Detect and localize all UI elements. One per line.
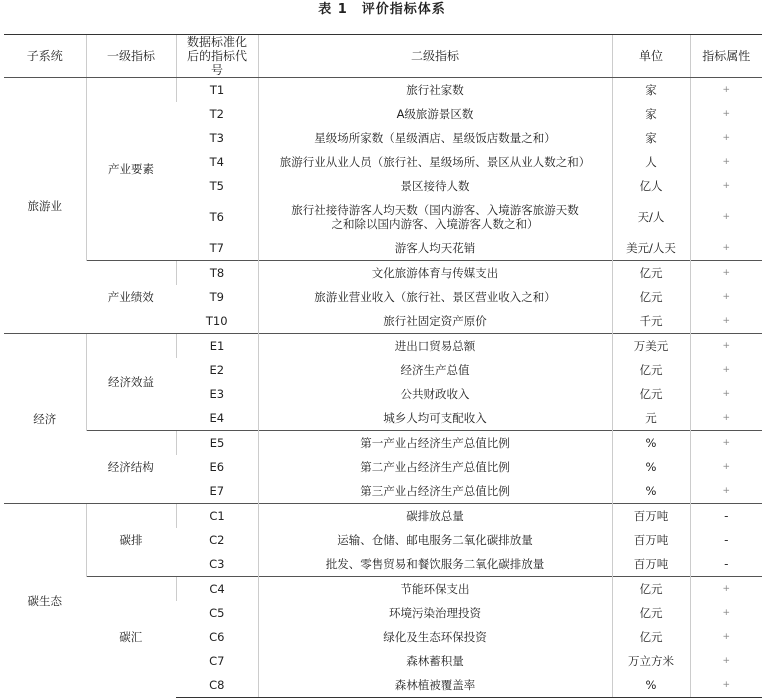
subsystem-cell: 碳生态 bbox=[4, 504, 86, 698]
unit-cell: 万立方米 bbox=[612, 649, 690, 673]
indicator-cell: 进出口贸易总额 bbox=[258, 334, 612, 359]
level1-cell: 产业绩效 bbox=[86, 261, 176, 334]
attribute-cell: - bbox=[690, 504, 762, 529]
unit-cell: 元 bbox=[612, 406, 690, 431]
attribute-cell: + bbox=[690, 577, 762, 602]
attribute-cell: + bbox=[690, 309, 762, 334]
table-row bbox=[4, 261, 762, 286]
code-cell: T6 bbox=[209, 210, 224, 224]
attribute-cell: + bbox=[690, 479, 762, 504]
code-cell: C3 bbox=[209, 557, 225, 571]
indicator-cell: 经济生产总值 bbox=[258, 358, 612, 382]
code-cell: C8 bbox=[176, 673, 258, 698]
attribute-cell: + bbox=[690, 601, 762, 625]
code-cell: E4 bbox=[209, 411, 225, 425]
indicator-cell: 景区接待人数 bbox=[258, 174, 612, 198]
attribute-cell: + bbox=[690, 455, 762, 479]
unit-cell: 家 bbox=[612, 102, 690, 126]
code-cell: T3 bbox=[209, 131, 224, 145]
unit-cell: % bbox=[612, 673, 690, 698]
unit-cell: 家 bbox=[612, 126, 690, 150]
unit-cell: 家 bbox=[612, 78, 690, 103]
attribute-cell: + bbox=[690, 102, 762, 126]
code-cell: E2 bbox=[209, 363, 225, 377]
unit-cell: 亿元 bbox=[612, 382, 690, 406]
indicator-cell: 绿化及生态环保投资 bbox=[258, 625, 612, 649]
unit-cell: 百万吨 bbox=[612, 552, 690, 577]
table-row bbox=[4, 504, 762, 529]
code-cell: T9 bbox=[209, 290, 224, 304]
indicator-cell: 文化旅游体育与传媒支出 bbox=[258, 261, 612, 286]
unit-cell: 亿人 bbox=[612, 174, 690, 198]
indicator-cell: 节能环保支出 bbox=[258, 577, 612, 602]
table-row bbox=[4, 334, 762, 359]
indicator-table bbox=[4, 34, 762, 698]
code-cell: C6 bbox=[209, 630, 225, 644]
code-cell: E3 bbox=[209, 387, 225, 401]
unit-cell: 百万吨 bbox=[612, 504, 690, 529]
attribute-cell: + bbox=[690, 431, 762, 456]
table-caption bbox=[0, 0, 764, 22]
unit-cell: 亿元 bbox=[612, 625, 690, 649]
subsystem-cell: 旅游业 bbox=[27, 198, 62, 213]
unit-cell: 亿元 bbox=[612, 285, 690, 309]
attribute-cell: + bbox=[690, 198, 762, 236]
attribute-cell: + bbox=[690, 625, 762, 649]
attribute-cell: + bbox=[690, 673, 762, 698]
level1-cell: 产业要素 bbox=[86, 78, 176, 261]
attribute-cell: + bbox=[690, 126, 762, 150]
unit-cell: 亿元 bbox=[612, 577, 690, 602]
code-cell: C2 bbox=[209, 533, 225, 547]
unit-cell: 千元 bbox=[612, 309, 690, 334]
unit-cell: 亿元 bbox=[612, 261, 690, 286]
code-cell: E7 bbox=[209, 484, 225, 498]
indicator-cell: 第二产业占经济生产总值比例 bbox=[258, 455, 612, 479]
unit-cell: 美元/人天 bbox=[612, 236, 690, 261]
attribute-cell: + bbox=[690, 78, 762, 103]
unit-cell: 亿元 bbox=[612, 601, 690, 625]
attribute-cell: + bbox=[690, 150, 762, 174]
unit-cell: 百万吨 bbox=[612, 528, 690, 552]
header-level1: 一级指标 bbox=[86, 35, 176, 78]
table-row bbox=[4, 577, 762, 602]
unit-cell: % bbox=[612, 479, 690, 504]
code-cell: T2 bbox=[209, 107, 224, 121]
indicator-cell: 森林植被覆盖率 bbox=[258, 673, 612, 698]
indicator-cell: 环境污染治理投资 bbox=[258, 601, 612, 625]
attribute-cell: + bbox=[690, 358, 762, 382]
attribute-cell: - bbox=[690, 552, 762, 577]
unit-cell: 天/人 bbox=[612, 198, 690, 236]
code-cell: E1 bbox=[176, 334, 258, 359]
attribute-cell: + bbox=[690, 406, 762, 431]
indicator-cell: 森林蓄积量 bbox=[258, 649, 612, 673]
header-subsystem: 子系统 bbox=[4, 35, 86, 78]
table-number: 表 1 bbox=[318, 2, 348, 17]
header-unit: 单位 bbox=[612, 35, 690, 78]
indicator-cell: 城乡人均可支配收入 bbox=[258, 406, 612, 431]
attribute-cell: + bbox=[690, 261, 762, 286]
indicator-cell: 旅游业营业收入（旅行社、景区营业收入之和） bbox=[258, 285, 612, 309]
code-cell: C4 bbox=[176, 577, 258, 602]
unit-cell: % bbox=[612, 455, 690, 479]
table-row bbox=[4, 78, 762, 103]
level1-cell: 经济效益 bbox=[86, 334, 176, 431]
indicator-table-container bbox=[4, 34, 762, 698]
unit-cell: 亿元 bbox=[612, 358, 690, 382]
code-cell: T7 bbox=[209, 241, 224, 255]
attribute-cell: + bbox=[690, 382, 762, 406]
attribute-cell: + bbox=[690, 285, 762, 309]
indicator-cell: 星级场所家数（星级酒店、星级饭店数量之和） bbox=[258, 126, 612, 150]
subsystem-cell: 经济 bbox=[4, 334, 86, 504]
indicator-cell: 旅游行业从业人员（旅行社、星级场所、景区从业人数之和） bbox=[258, 150, 612, 174]
attribute-cell: + bbox=[690, 236, 762, 261]
code-cell: T10 bbox=[205, 314, 228, 328]
indicator-cell: 公共财政收入 bbox=[258, 382, 612, 406]
unit-cell: 万美元 bbox=[612, 334, 690, 359]
code-cell: C5 bbox=[209, 606, 225, 620]
attribute-cell: + bbox=[690, 174, 762, 198]
unit-cell: % bbox=[612, 431, 690, 456]
code-cell: T8 bbox=[176, 261, 258, 286]
attribute-cell: - bbox=[690, 528, 762, 552]
header-level2: 二级指标 bbox=[258, 35, 612, 78]
indicator-cell: 旅行社接待游客人均天数（国内游客、入境游客旅游天数之和除以国内游客、入境游客人数之和） bbox=[258, 198, 612, 236]
header-code: 数据标准化后的指标代号 bbox=[176, 35, 258, 78]
table-title: 评价指标体系 bbox=[361, 2, 446, 17]
code-cell: E6 bbox=[209, 460, 225, 474]
indicator-cell: 旅行社家数 bbox=[258, 78, 612, 103]
level1-cell: 碳汇 bbox=[86, 577, 176, 698]
code-cell: C7 bbox=[209, 654, 225, 668]
indicator-cell: 运输、仓储、邮电服务二氧化碳排放量 bbox=[258, 528, 612, 552]
level1-cell: 经济结构 bbox=[86, 431, 176, 504]
indicator-cell: 第三产业占经济生产总值比例 bbox=[258, 479, 612, 504]
indicator-cell: 游客人均天花销 bbox=[258, 236, 612, 261]
unit-cell: 人 bbox=[612, 150, 690, 174]
attribute-cell: + bbox=[690, 334, 762, 359]
indicator-cell: 碳排放总量 bbox=[258, 504, 612, 529]
indicator-cell: 批发、零售贸易和餐饮服务二氧化碳排放量 bbox=[258, 552, 612, 577]
code-cell: E5 bbox=[176, 431, 258, 456]
attribute-cell: + bbox=[690, 649, 762, 673]
level1-cell: 碳排 bbox=[86, 504, 176, 577]
code-cell: T5 bbox=[209, 179, 224, 193]
header-row bbox=[4, 35, 762, 78]
indicator-cell: 第一产业占经济生产总值比例 bbox=[258, 431, 612, 456]
code-cell: T1 bbox=[176, 78, 258, 103]
code-cell: C1 bbox=[176, 504, 258, 529]
table-row bbox=[4, 431, 762, 456]
indicator-cell: A级旅游景区数 bbox=[258, 102, 612, 126]
code-cell: T4 bbox=[209, 155, 224, 169]
header-attribute: 指标属性 bbox=[690, 35, 762, 78]
indicator-cell: 旅行社固定资产原价 bbox=[258, 309, 612, 334]
